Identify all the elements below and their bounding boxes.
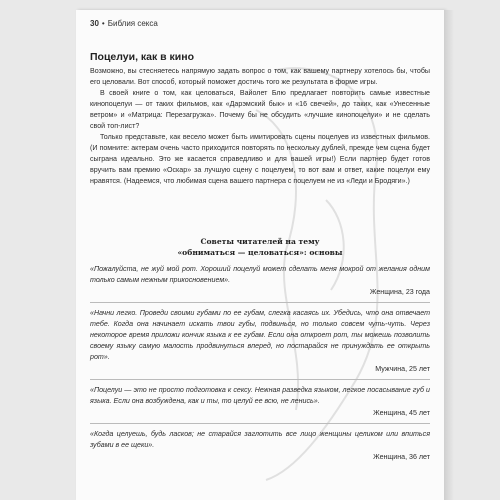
tip-quote: «Когда целуешь, будь ласков; не старайся заглотить все лицо женщины целиком или впиться зубами в ее щеки». xyxy=(90,430,430,449)
body-text xyxy=(90,66,430,187)
page-number: 30 xyxy=(90,19,99,28)
tip-item xyxy=(90,308,430,375)
tip-author: Мужчина, 25 лет xyxy=(375,365,430,373)
paragraph: Возможно, вы стесняетесь напрямую задать вопрос о том, как вашему партнеру хотелось бы, чтобы его целовали. Вот способ, который поможет достичь того же результата в форме игры. xyxy=(90,67,430,86)
tip-author: Женщина, 23 года xyxy=(369,288,430,296)
running-header xyxy=(90,19,158,28)
tips-heading-line1: Советы читателей на тему xyxy=(200,237,320,246)
tip-author: Женщина, 45 лет xyxy=(373,409,430,417)
divider xyxy=(90,302,430,303)
tip-quote: «Поцелуи — это не просто подготовка к сексу. Нежная разведка языком, легкое посасывание губ и языка. Если она возбуждена, как и ты, то целуй ее всю, не ленись». xyxy=(90,386,430,405)
tip-author: Женщина, 36 лет xyxy=(373,453,430,461)
tip-quote: «Пожалуйста, не жуй мой рот. Хороший поцелуй может сделать меня мокрой от желания одним только самым нежным прикосновением». xyxy=(90,265,430,284)
book-title: Библия секса xyxy=(107,19,158,28)
section-title: Поцелуи, как в кино xyxy=(90,51,195,63)
divider xyxy=(90,423,430,424)
page-edge xyxy=(444,10,454,500)
book-page xyxy=(76,10,444,500)
tips-heading-line2: «обниматься — целоваться»: основы xyxy=(177,248,343,257)
tip-item xyxy=(90,264,430,298)
tip-quote: «Начни легко. Проведи своими губами по ее губам, слегка касаясь их. Убедись, что она отвечает тебе. Когда она начинает искать твои губы, подвинься, но только совсем чуть-чуть. Через некоторое время приложи кончик языка к ее губам. Если она откроет рот, ты можешь позволить своему языку самую малость продвинуться вперед, но постарайся не принуждать ее открыть рот». xyxy=(90,309,430,361)
reader-tips xyxy=(90,264,430,466)
tips-heading xyxy=(90,236,430,258)
divider xyxy=(90,379,430,380)
tip-item xyxy=(90,429,430,463)
paragraph: Только представьте, как весело может быть имитировать сцены поцелуев из известных фильмов. (И помните: актерам очень часто приходится повторять по нескольку дублей, прежде чем сцена будет сыграна идеально. Это же касается справедливо и для вашей игры!) Если партнер будет готов вручить вам премию «Оскар» за лучшую сцену с поцелуем, то вот вам и ответ, какие поцелуи ему нравятся. (Надеемся, что любимая сцена вашего партнера с поцелуем не из «Леди и Бродяги».) xyxy=(90,133,430,185)
tip-item xyxy=(90,385,430,419)
header-separator: • xyxy=(101,19,105,28)
paragraph: В своей книге о том, как целоваться, Вайолет Блю предлагает повторить самые известные кинопоцелуи — от таких фильмов, как «Дарэмский бык» и «16 свечей», до таких, как «Унесенные ветром» и «Матрица: Перезагрузка». Почему бы не обсудить «лучшие кинопоцелуи» и не сделать свой топ-лист? xyxy=(90,89,430,130)
